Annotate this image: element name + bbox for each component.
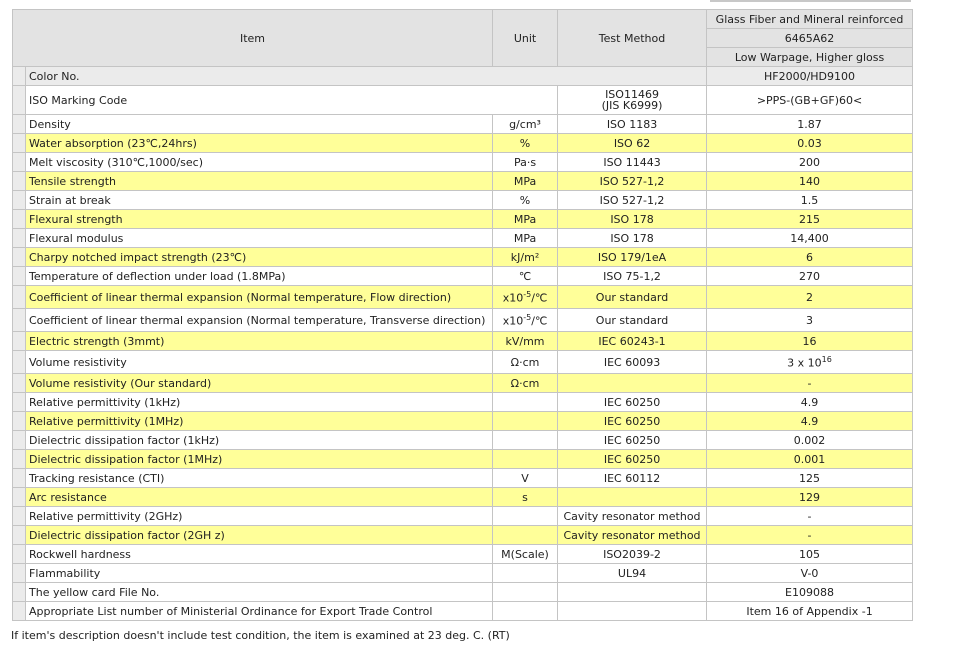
color-label: Color No. xyxy=(26,67,707,86)
row-marker xyxy=(13,507,26,526)
value-base: 3 x 10 xyxy=(787,356,822,370)
header-grade: 6465A62 xyxy=(707,29,913,48)
property-name: Relative permittivity (1MHz) xyxy=(26,412,493,431)
property-row xyxy=(13,134,913,153)
property-name: Coefficient of linear thermal expansion (Normal temperature, Flow direction) xyxy=(26,286,493,309)
property-name: Flexural strength xyxy=(26,210,493,229)
property-value: E109088 xyxy=(707,583,913,602)
property-name: Dielectric dissipation factor (2GH z) xyxy=(26,526,493,545)
property-value: 0.001 xyxy=(707,450,913,469)
property-value: 1.87 xyxy=(707,115,913,134)
property-row xyxy=(13,210,913,229)
unit-exponent: -5 xyxy=(523,289,532,299)
property-row xyxy=(13,267,913,286)
property-name: The yellow card File No. xyxy=(26,583,493,602)
property-unit: V xyxy=(493,469,558,488)
property-value: - xyxy=(707,374,913,393)
property-unit: kJ/m² xyxy=(493,248,558,267)
row-marker xyxy=(13,412,26,431)
row-marker xyxy=(13,393,26,412)
property-value: 105 xyxy=(707,545,913,564)
property-unit xyxy=(493,393,558,412)
unit-tail: /℃ xyxy=(531,291,548,305)
property-value: 215 xyxy=(707,210,913,229)
property-name: Water absorption (23℃,24hrs) xyxy=(26,134,493,153)
property-name: Flammability xyxy=(26,564,493,583)
property-value: 140 xyxy=(707,172,913,191)
property-test-method: ISO 179/1eA xyxy=(558,248,707,267)
property-test-method: ISO 527-1,2 xyxy=(558,191,707,210)
property-name: Rockwell hardness xyxy=(26,545,493,564)
property-test-method: IEC 60250 xyxy=(558,431,707,450)
property-test-method: Cavity resonator method xyxy=(558,507,707,526)
property-unit: Ω·cm xyxy=(493,351,558,374)
property-unit: g/cm³ xyxy=(493,115,558,134)
property-value xyxy=(707,351,913,374)
iso-marking-label: ISO Marking Code xyxy=(26,86,558,115)
row-marker xyxy=(13,229,26,248)
property-value: - xyxy=(707,507,913,526)
property-unit: MPa xyxy=(493,229,558,248)
property-unit xyxy=(493,450,558,469)
property-name: Dielectric dissipation factor (1kHz) xyxy=(26,431,493,450)
property-value: 200 xyxy=(707,153,913,172)
row-marker xyxy=(13,351,26,374)
property-value: 129 xyxy=(707,488,913,507)
property-test-method: IEC 60243-1 xyxy=(558,332,707,351)
property-name: Melt viscosity (310℃,1000/sec) xyxy=(26,153,493,172)
property-value: 14,400 xyxy=(707,229,913,248)
property-name: Appropriate List number of Ministerial Ordinance for Export Trade Control xyxy=(26,602,493,621)
property-unit: kV/mm xyxy=(493,332,558,351)
unit-base: x10 xyxy=(502,314,524,328)
property-test-method xyxy=(558,374,707,393)
row-marker xyxy=(13,134,26,153)
row-marker xyxy=(13,115,26,134)
property-name: Volume resistivity (Our standard) xyxy=(26,374,493,393)
row-marker xyxy=(13,191,26,210)
row-marker xyxy=(13,583,26,602)
property-test-method: IEC 60250 xyxy=(558,393,707,412)
property-value: 0.002 xyxy=(707,431,913,450)
property-row xyxy=(13,172,913,191)
property-name: Relative permittivity (1kHz) xyxy=(26,393,493,412)
unit-exponent: -5 xyxy=(523,312,532,322)
property-name: Density xyxy=(26,115,493,134)
row-marker xyxy=(13,374,26,393)
property-row xyxy=(13,526,913,545)
property-row xyxy=(13,469,913,488)
property-name: Relative permittivity (2GHz) xyxy=(26,507,493,526)
property-unit xyxy=(493,412,558,431)
property-unit: Pa·s xyxy=(493,153,558,172)
header-feature: Low Warpage, Higher gloss xyxy=(707,48,913,67)
property-test-method: ISO 75-1,2 xyxy=(558,267,707,286)
property-row xyxy=(13,412,913,431)
property-value: - xyxy=(707,526,913,545)
property-row xyxy=(13,191,913,210)
property-row xyxy=(13,351,913,374)
property-value: V-0 xyxy=(707,564,913,583)
top-edge-bar xyxy=(710,0,911,2)
property-test-method: Our standard xyxy=(558,286,707,309)
unit-tail: /℃ xyxy=(531,314,548,328)
iso-marking-method xyxy=(558,86,707,115)
property-value: 16 xyxy=(707,332,913,351)
header-unit: Unit xyxy=(493,10,558,67)
property-name: Tracking resistance (CTI) xyxy=(26,469,493,488)
property-unit: MPa xyxy=(493,210,558,229)
property-unit xyxy=(493,564,558,583)
property-test-method: ISO 11443 xyxy=(558,153,707,172)
property-test-method: ISO2039-2 xyxy=(558,545,707,564)
iso-marking-value: >PPS-(GB+GF)60< xyxy=(707,86,913,115)
property-value: 4.9 xyxy=(707,393,913,412)
property-value: 2 xyxy=(707,286,913,309)
spec-table xyxy=(12,9,913,621)
property-test-method: IEC 60250 xyxy=(558,450,707,469)
property-unit: % xyxy=(493,191,558,210)
row-marker xyxy=(13,172,26,191)
property-unit xyxy=(493,583,558,602)
property-unit xyxy=(493,526,558,545)
property-value: 4.9 xyxy=(707,412,913,431)
property-value: 0.03 xyxy=(707,134,913,153)
property-unit: ℃ xyxy=(493,267,558,286)
property-test-method: ISO 178 xyxy=(558,229,707,248)
row-marker xyxy=(13,602,26,621)
property-row xyxy=(13,431,913,450)
property-unit xyxy=(493,602,558,621)
row-marker xyxy=(13,86,26,115)
property-unit: Ω·cm xyxy=(493,374,558,393)
row-marker xyxy=(13,332,26,351)
row-marker xyxy=(13,67,26,86)
property-unit: % xyxy=(493,134,558,153)
property-row xyxy=(13,153,913,172)
row-marker xyxy=(13,210,26,229)
property-value: 1.5 xyxy=(707,191,913,210)
property-name: Flexural modulus xyxy=(26,229,493,248)
property-test-method: ISO 527-1,2 xyxy=(558,172,707,191)
property-test-method: ISO 1183 xyxy=(558,115,707,134)
property-value: 6 xyxy=(707,248,913,267)
property-value: 3 xyxy=(707,309,913,332)
row-marker xyxy=(13,450,26,469)
property-test-method xyxy=(558,602,707,621)
row-marker xyxy=(13,286,26,309)
property-row xyxy=(13,229,913,248)
property-unit xyxy=(493,431,558,450)
property-row xyxy=(13,564,913,583)
property-name: Arc resistance xyxy=(26,488,493,507)
property-row xyxy=(13,286,913,309)
row-marker xyxy=(13,545,26,564)
property-name: Electric strength (3mmt) xyxy=(26,332,493,351)
color-row xyxy=(13,67,913,86)
iso-method-line-1: ISO11469 xyxy=(605,88,659,101)
row-marker xyxy=(13,431,26,450)
property-name: Charpy notched impact strength (23℃) xyxy=(26,248,493,267)
row-marker xyxy=(13,267,26,286)
property-name: Volume resistivity xyxy=(26,351,493,374)
property-row xyxy=(13,450,913,469)
property-row xyxy=(13,309,913,332)
row-marker xyxy=(13,153,26,172)
iso-method-line-2: (JIS K6999) xyxy=(601,99,663,112)
property-row xyxy=(13,488,913,507)
property-test-method: ISO 178 xyxy=(558,210,707,229)
property-unit xyxy=(493,309,558,332)
row-marker xyxy=(13,309,26,332)
color-value: HF2000/HD9100 xyxy=(707,67,913,86)
property-row xyxy=(13,374,913,393)
unit-base: x10 xyxy=(502,291,524,305)
property-row xyxy=(13,115,913,134)
row-marker xyxy=(13,564,26,583)
iso-marking-row xyxy=(13,86,913,115)
property-unit xyxy=(493,507,558,526)
property-value: 125 xyxy=(707,469,913,488)
property-value: 270 xyxy=(707,267,913,286)
header-product-family: Glass Fiber and Mineral reinforced xyxy=(707,10,913,29)
property-name: Dielectric dissipation factor (1MHz) xyxy=(26,450,493,469)
property-unit: s xyxy=(493,488,558,507)
property-unit: MPa xyxy=(493,172,558,191)
header-item: Item xyxy=(13,10,493,67)
property-row xyxy=(13,393,913,412)
property-unit: M(Scale) xyxy=(493,545,558,564)
property-test-method: IEC 60093 xyxy=(558,351,707,374)
row-marker xyxy=(13,248,26,267)
property-test-method: IEC 60250 xyxy=(558,412,707,431)
property-name: Temperature of deflection under load (1.8MPa) xyxy=(26,267,493,286)
property-test-method: Our standard xyxy=(558,309,707,332)
property-test-method: UL94 xyxy=(558,564,707,583)
header-test-method: Test Method xyxy=(558,10,707,67)
row-marker xyxy=(13,526,26,545)
property-test-method xyxy=(558,583,707,602)
property-test-method: IEC 60112 xyxy=(558,469,707,488)
property-value: Item 16 of Appendix -1 xyxy=(707,602,913,621)
property-row xyxy=(13,583,913,602)
property-row xyxy=(13,602,913,621)
property-test-method xyxy=(558,488,707,507)
property-test-method: Cavity resonator method xyxy=(558,526,707,545)
row-marker xyxy=(13,469,26,488)
property-name: Tensile strength xyxy=(26,172,493,191)
property-row xyxy=(13,332,913,351)
property-name: Strain at break xyxy=(26,191,493,210)
property-name: Coefficient of linear thermal expansion (Normal temperature, Transverse direction) xyxy=(26,309,493,332)
property-test-method: ISO 62 xyxy=(558,134,707,153)
property-unit xyxy=(493,286,558,309)
property-row xyxy=(13,248,913,267)
property-row xyxy=(13,545,913,564)
row-marker xyxy=(13,488,26,507)
property-row xyxy=(13,507,913,526)
footnote: If item's description doesn't include test condition, the item is examined at 23 deg. C. (RT) xyxy=(11,629,510,642)
value-exponent: 16 xyxy=(821,354,832,364)
